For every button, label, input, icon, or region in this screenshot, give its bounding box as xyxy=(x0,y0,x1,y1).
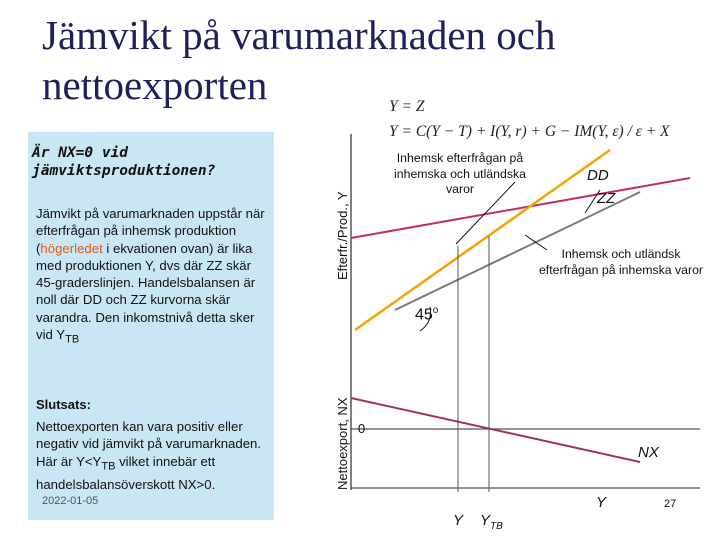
panel-question: Är NX=0 vid jämviktsproduktionen? xyxy=(32,145,216,179)
zero-label: 0 xyxy=(358,421,366,436)
upper-y-axis-label: Efterfr./Prod., Y xyxy=(335,191,350,280)
page-number: 27 xyxy=(664,498,677,510)
nx-label: NX xyxy=(638,444,659,461)
slide-date: 2022-01-05 xyxy=(42,495,99,507)
highlighted-word: högerledet xyxy=(40,240,103,256)
conclusion-text: Nettoexporten kan vara positiv eller negativ vid jämvikt på varumarknaden. Här är $Y<Y_{TB}$ vilket innebär ett handelsbalansöverskott NX>0. xyxy=(36,419,262,492)
nx-curve xyxy=(351,398,640,462)
lower-y-axis-label: Nettoexport, NX xyxy=(335,397,350,490)
dd-annotation: Inhemsk efterfrågan på inhemska och utländska varor xyxy=(394,151,526,196)
y-axis-end-label: Y xyxy=(596,494,607,511)
zz-annotation: Inhemsk och utländsk efterfrågan på inhemska varor xyxy=(538,247,704,277)
y-equilibrium-label: Y xyxy=(453,512,464,529)
conclusion-label: Slutsats: xyxy=(36,397,91,412)
equation-demand: Y = C(Y − T) + I(Y, r) + G − IM(Y, ε) / ε + X xyxy=(389,123,670,140)
angle-label: 45$^o$ xyxy=(415,305,439,324)
equation-goods-equilibrium: Y = Z xyxy=(389,98,425,115)
slide-title: Jämvikt på varumarknaden och nettoexporten xyxy=(42,12,556,108)
panel-body-text: Jämvikt på varumarknaden uppstår när efterfrågan på inhemsk produktion (högerledet i ekvationen ovan) är lika med produktionen Y, dvs där ZZ skär 45-graderslinjen. Handelsbalansen är noll där DD och ZZ kurvorna skär varandra. Den inkomstnivå detta sker vid $Y_{TB}$ xyxy=(36,206,265,346)
ytb-label: $Y_{TB}$ xyxy=(480,512,503,532)
dd-label: DD xyxy=(587,167,609,184)
zz-label: ZZ xyxy=(597,190,616,207)
